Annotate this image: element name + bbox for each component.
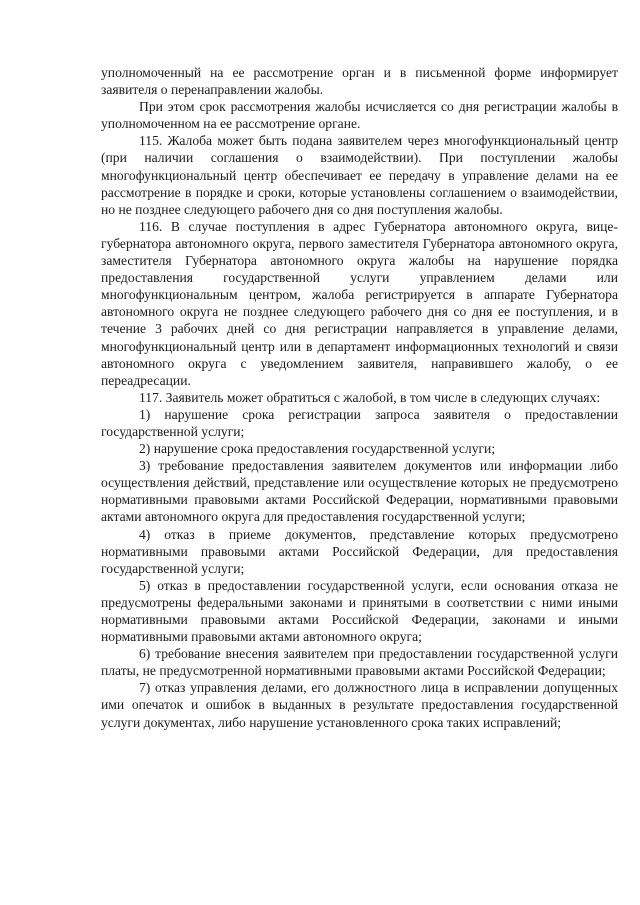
paragraph-115: 115. Жалоба может быть подана заявителем через многофункциональный центр (при наличии соглашения о взаимодействии). При поступлении жалобы многофункциональный центр обеспечивает ее передачу в управление делами на ее рассмотрение в порядке и сроки, которые установлены соглашением о взаимодействии, но не позднее следующего рабочего дня со дня поступления жалобы. bbox=[101, 133, 618, 217]
paragraph-continuation: уполномоченный на ее рассмотрение орган и в письменной форме информирует заявителя о перенаправлении жалобы. bbox=[101, 65, 618, 98]
document-page bbox=[101, 64, 618, 731]
paragraph-117: 117. Заявитель может обратиться с жалобой, в том числе в следующих случаях: bbox=[139, 389, 601, 405]
paragraph-117-item-1: 1) нарушение срока регистрации запроса заявителя о предоставлении государственной услуги; bbox=[101, 406, 618, 439]
paragraph-117-item-6: 6) требование внесения заявителем при предоставлении государственной услуги платы, не предусмотренной нормативными правовыми актами Российской Федерации; bbox=[101, 646, 618, 679]
paragraph-117-item-5: 5) отказ в предоставлении государственной услуги, если основания отказа не предусмотрены федеральными законами и принятыми в соответствии с ними иными нормативными правовыми актами Российской Федерации, законами и иными нормативными правовыми актами автономного округа; bbox=[101, 577, 618, 645]
paragraph-117-item-7: 7) отказ управления делами, его должностного лица в исправлении допущенных ими опечаток и ошибок в выданных в результате предоставления государственной услуги документах, либо нарушение установленного срока таких исправлений; bbox=[101, 680, 618, 730]
paragraph-117-item-2: 2) нарушение срока предоставления государственной услуги; bbox=[139, 441, 496, 457]
paragraph-117-item-3: 3) требование предоставления заявителем документов или информации либо осуществления действий, представление или осуществление которых не предусмотрено нормативными правовыми актами Российской Федерации, нормативными правовыми актами автономного округа для предоставления государственной услуги; bbox=[101, 458, 618, 525]
paragraph-116: 116. В случае поступления в адрес Губернатора автономного округа, вице-губернатора автономного округа, первого заместителя Губернатора автономного округа, заместителя Губернатора автономного округа жалобы на нарушение порядка предоставления государственной услуги управлением делами или многофункциональным центром, жалоба регистрируется в аппарате Губернатора автономного округа не позднее следующего рабочего дня со дня ее поступления, и в течение 3 рабочих дней со дня регистрации направляется в управление делами, многофункциональный центр или в департамент информационных технологий и связи автономного округа с уведомлением заявителя, направившего жалобу, о ее переадресации. bbox=[101, 218, 618, 388]
paragraph-117-item-4: 4) отказ в приеме документов, представление которых предусмотрено нормативными правовыми актами Российской Федерации, для предоставления государственной услуги; bbox=[101, 526, 618, 576]
paragraph-review-term: При этом срок рассмотрения жалобы исчисляется со дня регистрации жалобы в уполномоченном на ее рассмотрение органе. bbox=[101, 99, 618, 132]
